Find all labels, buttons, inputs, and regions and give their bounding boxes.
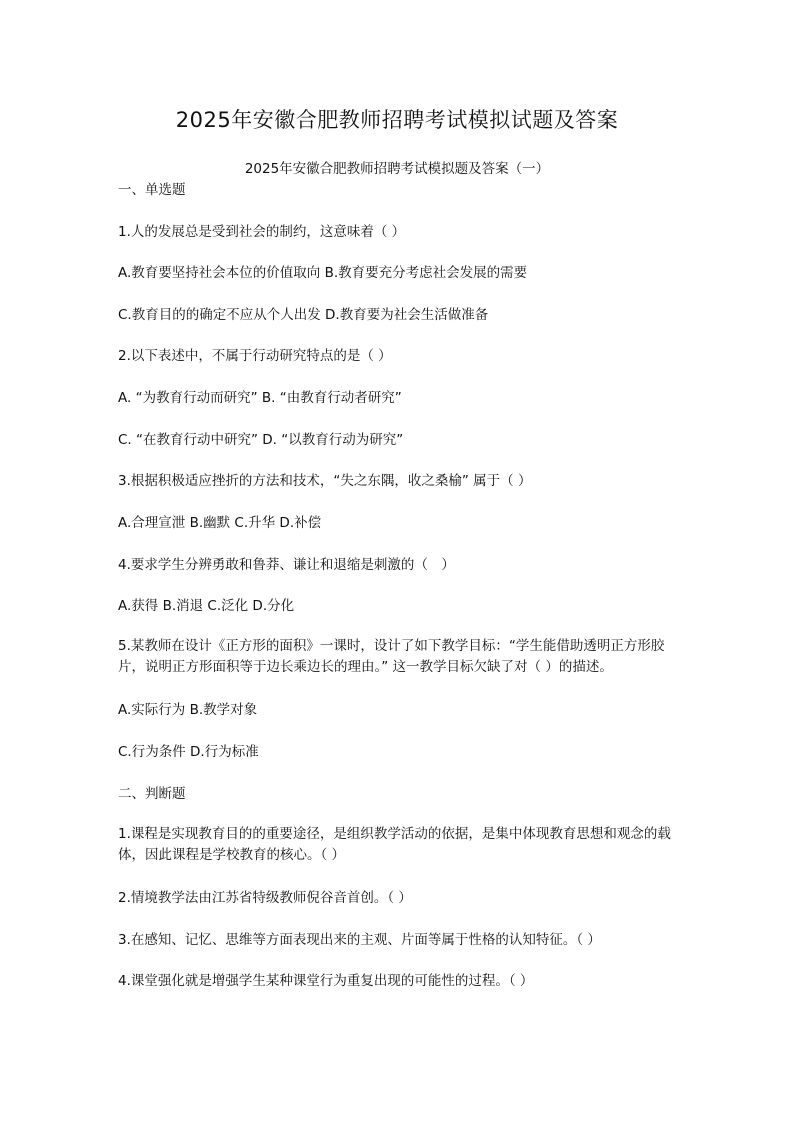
section-heading-single-choice: 一、单选题 — [118, 182, 186, 198]
question-5-stem: 5.某教师在设计《正方形的面积》一课时，设计了如下教学目标：“学生能借助透明正方形胶片，说明正方形面积等于边长乘边长的理由。” 这一教学目标欠缺了对（ ）的描述。 — [118, 638, 665, 675]
judgement-4: 4.课堂强化就是增强学生某种课堂行为重复出现的可能性的过程。（ ） — [118, 973, 534, 989]
question-5-options-ab: A.实际行为 B.教学对象 — [118, 702, 258, 718]
question-3-options: A.合理宣泄 B.幽默 C.升华 D.补偿 — [118, 515, 322, 531]
question-4-options: A.获得 B.消退 C.泛化 D.分化 — [118, 598, 295, 614]
question-1-stem: 1.人的发展总是受到社会的制约，这意味着（ ） — [118, 224, 406, 240]
question-4-stem: 4.要求学生分辨勇敢和鲁莽、谦让和退缩是刺激的（ ） — [118, 557, 455, 573]
document-title: 2025年安徽合肥教师招聘考试模拟试题及答案 — [175, 108, 619, 132]
question-2-options-cd: C. “在教育行动中研究” D. “以教育行动为研究” — [118, 432, 404, 448]
question-5-options-cd: C.行为条件 D.行为标准 — [118, 744, 259, 760]
section-heading-true-false: 二、判断题 — [118, 786, 186, 802]
question-2-stem: 2.以下表述中，不属于行动研究特点的是（ ） — [118, 348, 392, 364]
document-subtitle: 2025年安徽合肥教师招聘考试模拟题及答案（一） — [244, 161, 550, 177]
judgement-3: 3.在感知、记忆、思维等方面表现出来的主观、片面等属于性格的认知特征。（ ） — [118, 932, 601, 948]
question-3-stem: 3.根据积极适应挫折的方法和技术，“失之东隅，收之桑榆” 属于（ ） — [118, 473, 532, 489]
judgement-1: 1.课程是实现教育目的的重要途径，是组织教学活动的依据，是集中体现教育思想和观念的载体，因此课程是学校教育的核心。（ ） — [118, 826, 671, 863]
judgement-2: 2.情境教学法由江苏省特级教师倪谷音首创。（ ） — [118, 890, 412, 906]
question-2-options-ab: A. “为教育行动而研究” B. “由教育行动者研究” — [118, 390, 402, 406]
question-1-options-ab: A.教育要坚持社会本位的价值取向 B.教育要充分考虑社会发展的需要 — [118, 265, 528, 281]
question-1-options-cd: C.教育目的的确定不应从个人出发 D.教育要为社会生活做准备 — [118, 307, 489, 323]
